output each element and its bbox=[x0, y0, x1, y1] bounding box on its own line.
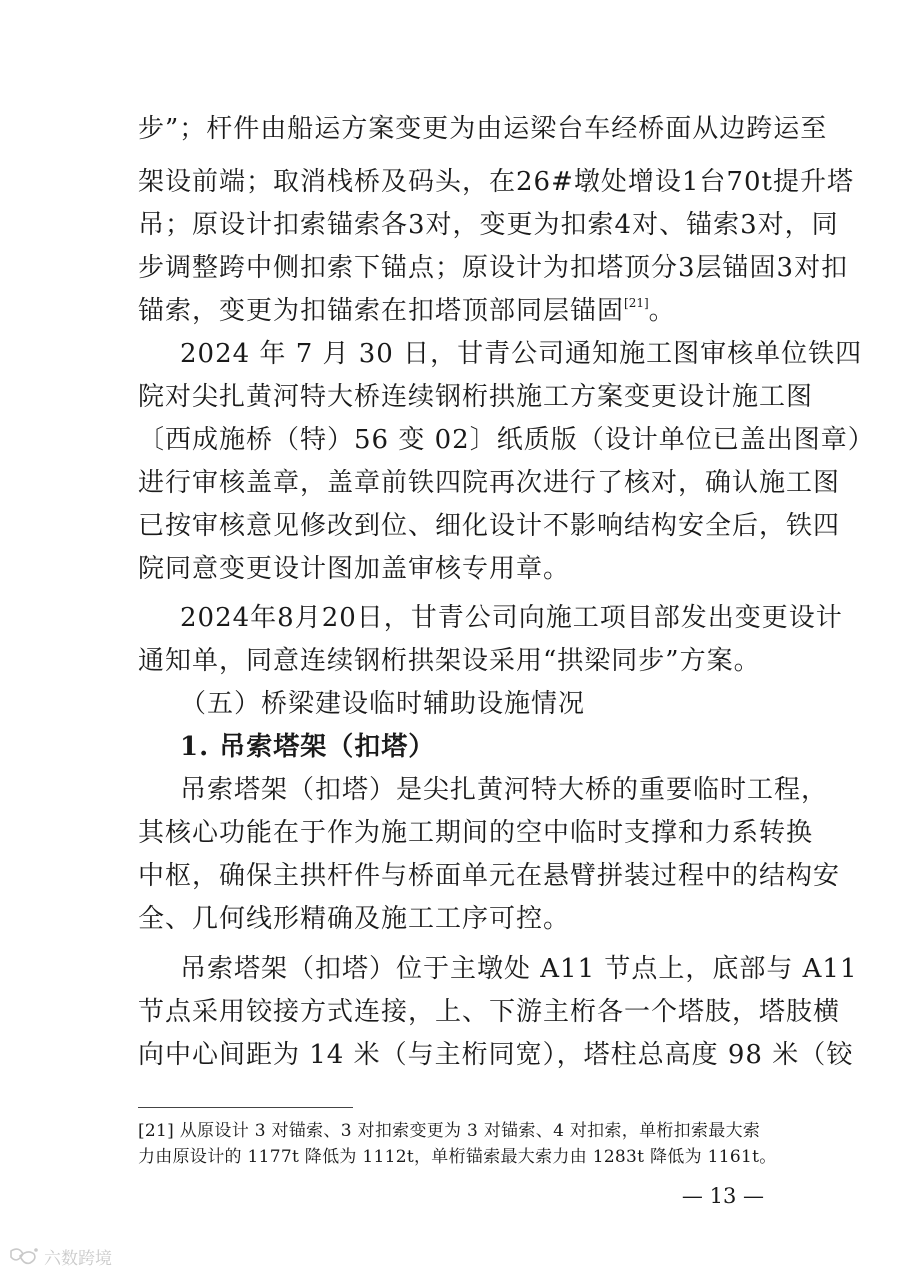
text-line: 已按审核意见修改到位、细化设计不影响结构安全后，铁四 bbox=[138, 511, 841, 541]
text-line: 院对尖扎黄河特大桥连续钢桁拱施工方案变更设计施工图 bbox=[138, 382, 814, 412]
watermark-logo-icon bbox=[8, 1245, 40, 1267]
watermark bbox=[8, 1243, 112, 1269]
subsection-heading: 1. 吊索塔架（扣塔） bbox=[180, 732, 436, 762]
text-line: 节点采用铰接方式连接，上、下游主桁各一个塔肢，塔肢横 bbox=[138, 997, 841, 1027]
text-line bbox=[138, 294, 768, 328]
text-line: 其核心功能在于作为施工期间的空中临时支撑和力系转换 bbox=[138, 818, 814, 848]
text-line: 〔西成施桥（特）56 变 02〕纸质版（设计单位已盖出图章） bbox=[138, 425, 875, 455]
paragraph-first-line: 吊索塔架（扣塔）位于主墩处 A11 节点上，底部与 A11 bbox=[180, 954, 858, 984]
text-line: 院同意变更设计图加盖审核专用章。 bbox=[138, 554, 571, 584]
text-line: 进行审核盖章，盖章前铁四院再次进行了核对，确认施工图 bbox=[138, 468, 841, 498]
footnote-reference[interactable]: [21] bbox=[624, 296, 649, 310]
text-line: 吊；原设计扣索锚索各3对，变更为扣索4对、锚索3对，同 bbox=[138, 210, 839, 240]
paragraph-first-line: 吊索塔架（扣塔）是尖扎黄河特大桥的重要临时工程， bbox=[180, 775, 829, 805]
watermark-text: 六数跨境 bbox=[44, 1248, 112, 1269]
line-end-punctuation: 。 bbox=[648, 296, 676, 326]
text-line: 中枢，确保主拱杆件与桥面单元在悬臂拼装过程中的结构安 bbox=[138, 861, 841, 891]
footnote-line: [21] 从原设计 3 对锚索、3 对扣索变更为 3 对锚索、4 对扣索，单桁扣索最大索 bbox=[138, 1121, 761, 1141]
text-line-content: 锚索，变更为扣锚索在扣塔顶部同层锚固 bbox=[138, 296, 625, 326]
text-line: 步调整跨中侧扣索下锚点；原设计为扣塔顶分3层锚固3对扣 bbox=[138, 253, 849, 283]
paragraph-first-line: 2024 年 7 月 30 日，甘青公司通知施工图审核单位铁四 bbox=[180, 339, 863, 369]
text-line: 通知单，同意连续钢桁拱架设采用“拱梁同步”方案。 bbox=[138, 646, 761, 676]
text-line: 步”；杆件由船运方案变更为由运梁台车经桥面从边跨运至 bbox=[138, 114, 828, 144]
text-line: 架设前端；取消栈桥及码头，在26#墩处增设1台70t提升塔 bbox=[138, 167, 854, 197]
text-line: 全、几何线形精确及施工工序可控。 bbox=[138, 904, 571, 934]
page-number: — 13 — bbox=[681, 1184, 764, 1208]
footnote-divider bbox=[138, 1107, 353, 1108]
section-heading: （五）桥梁建设临时辅助设施情况 bbox=[180, 689, 586, 719]
paragraph-first-line: 2024年8月20日，甘青公司向施工项目部发出变更设计 bbox=[180, 603, 843, 633]
footnote-line: 力由原设计的 1177t 降低为 1112t，单桁锚索最大索力由 1283t 降低为 1161t。 bbox=[138, 1147, 777, 1167]
text-line: 向中心间距为 14 米（与主桁同宽），塔柱总高度 98 米（铰 bbox=[138, 1040, 854, 1070]
